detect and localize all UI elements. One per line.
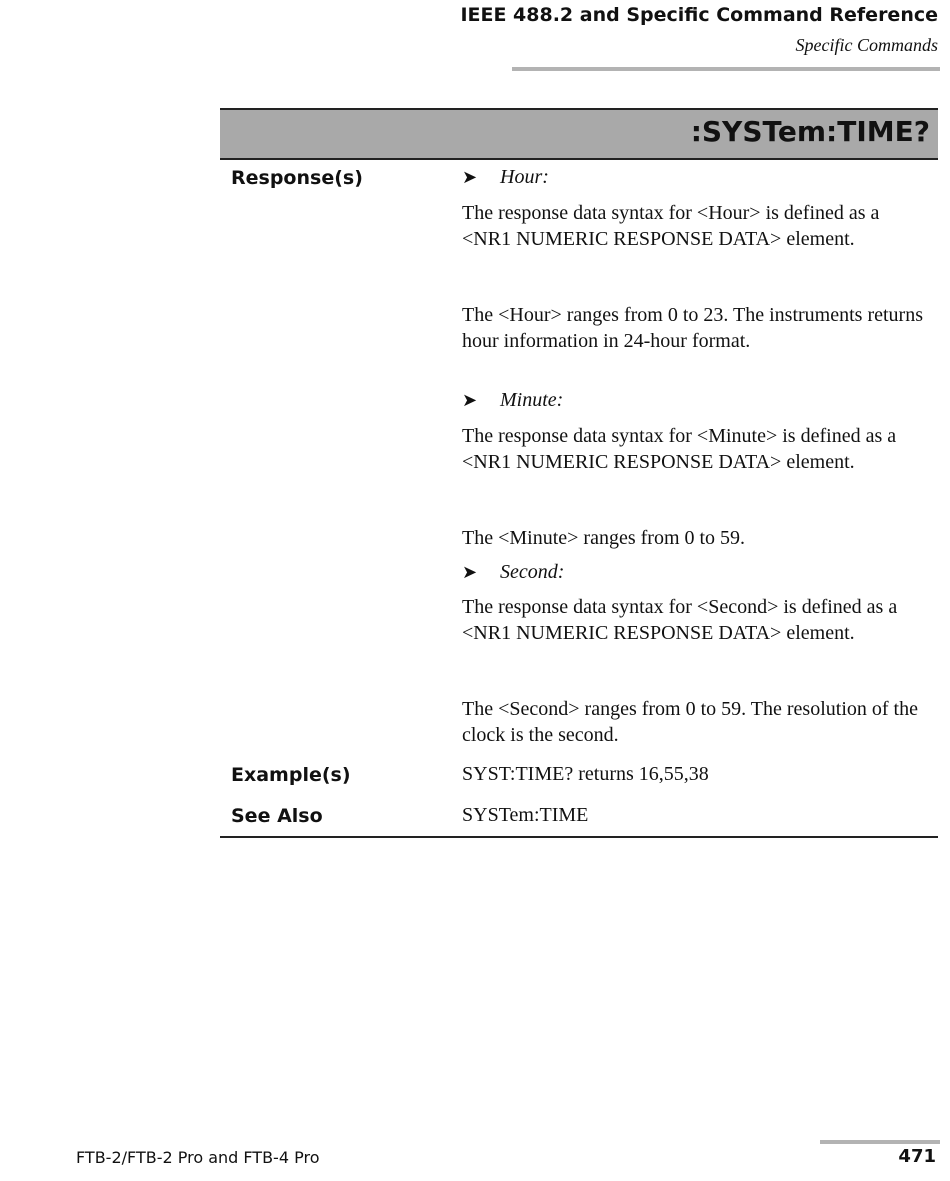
response-term: Minute: xyxy=(500,389,564,411)
response-paragraph: The response data syntax for <Hour> is defined as a <NR1 NUMERIC RESPONSE DATA> element. xyxy=(462,202,880,250)
response-term: Second: xyxy=(500,561,565,583)
examples-label: Example(s) xyxy=(231,764,351,786)
footer-rule xyxy=(820,1140,940,1144)
bullet-arrow-icon: ➤ xyxy=(462,562,478,582)
command-title: :SYSTem:TIME? xyxy=(690,115,930,148)
response-item-hour xyxy=(462,166,549,189)
bullet-arrow-icon: ➤ xyxy=(462,390,478,410)
responses-label: Response(s) xyxy=(231,167,363,189)
running-header-title: IEEE 488.2 and Specific Command Reference xyxy=(460,4,938,26)
table-bottom-rule xyxy=(220,836,938,838)
see-also-label: See Also xyxy=(231,805,323,827)
see-also-link[interactable]: SYSTem:TIME xyxy=(462,804,589,826)
bullet-arrow-icon: ➤ xyxy=(462,167,478,187)
page-number: 471 xyxy=(898,1146,936,1167)
example-text: SYST:TIME? returns 16,55,38 xyxy=(462,763,709,785)
response-paragraph: The <Minute> ranges from 0 to 59. xyxy=(462,527,746,549)
command-title-bar xyxy=(220,108,938,160)
response-term: Hour: xyxy=(500,166,549,188)
response-item-minute xyxy=(462,389,563,412)
response-paragraph: The <Second> ranges from 0 to 59. The resolution of the clock is the second. xyxy=(462,698,918,746)
running-header-subtitle: Specific Commands xyxy=(795,35,938,55)
response-paragraph: The <Hour> ranges from 0 to 23. The instruments returns hour information in 24-hour format. xyxy=(462,304,923,352)
response-paragraph: The response data syntax for <Minute> is defined as a <NR1 NUMERIC RESPONSE DATA> element. xyxy=(462,425,897,473)
header-rule xyxy=(512,67,940,71)
response-paragraph: The response data syntax for <Second> is defined as a <NR1 NUMERIC RESPONSE DATA> element. xyxy=(462,596,898,644)
response-item-second xyxy=(462,561,564,584)
footer-product-name: FTB-2/FTB-2 Pro and FTB-4 Pro xyxy=(76,1148,320,1167)
